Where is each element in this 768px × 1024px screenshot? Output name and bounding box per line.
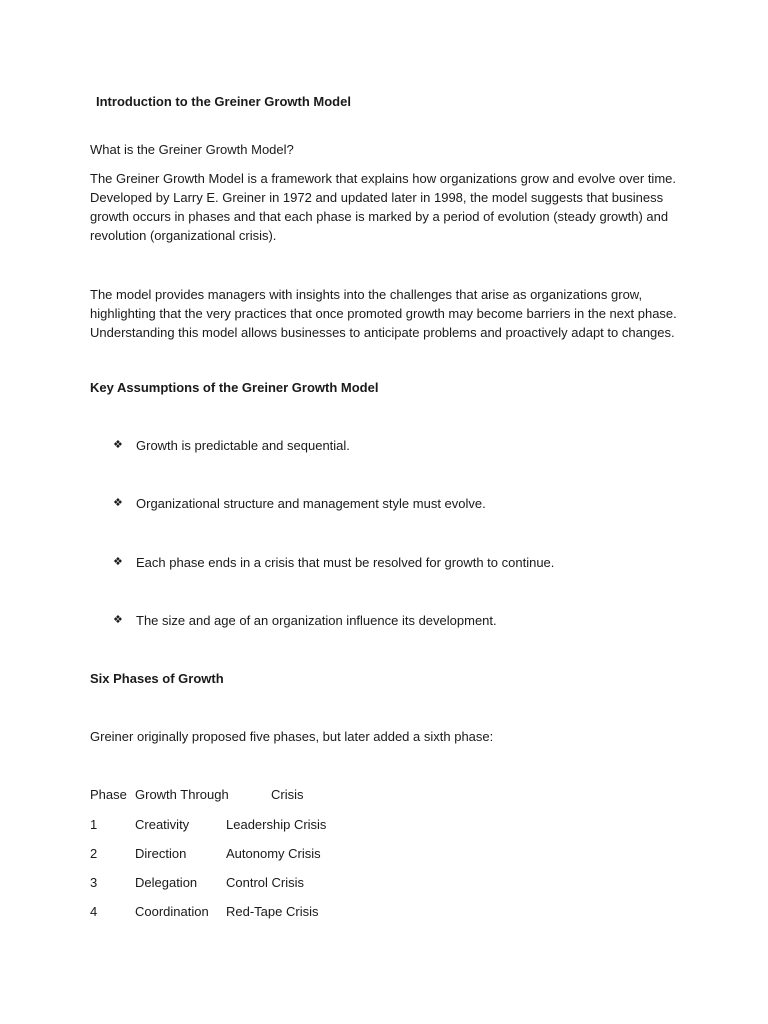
assumption-item: [113, 555, 554, 570]
section-question: What is the Greiner Growth Model?: [90, 142, 294, 157]
diamond-bullet-icon: ❖: [113, 497, 123, 509]
intro-line: revolution (organizational crisis).: [90, 228, 277, 243]
assumption-item: [113, 613, 497, 628]
intro-line: Developed by Larry E. Greiner in 1972 and updated later in 1998, the model suggests that business: [90, 190, 664, 205]
phase-number: 2: [90, 846, 98, 861]
growth-through: Coordination: [135, 904, 209, 919]
growth-through: Delegation: [135, 875, 198, 890]
growth-through: Direction: [135, 846, 187, 861]
assumptions-heading: Key Assumptions of the Greiner Growth Model: [90, 380, 379, 395]
insight-line: highlighting that the very practices that once promoted growth may become barriers in the next phase.: [90, 306, 677, 321]
table-header-phase: Phase: [90, 787, 127, 802]
phases-intro: Greiner originally proposed five phases, but later added a sixth phase:: [90, 729, 494, 744]
crisis: Autonomy Crisis: [226, 846, 321, 861]
assumption-item: [113, 438, 350, 453]
diamond-bullet-icon: ❖: [113, 556, 123, 568]
crisis: Control Crisis: [226, 875, 305, 890]
intro-line: The Greiner Growth Model is a framework that explains how organizations grow and evolve over time.: [90, 171, 676, 186]
phase-number: 4: [90, 904, 98, 919]
assumption-text: The size and age of an organization influence its development.: [136, 613, 497, 628]
diamond-bullet-icon: ❖: [113, 439, 123, 451]
crisis: Leadership Crisis: [226, 817, 327, 832]
phase-number: 3: [90, 875, 98, 890]
insight-paragraph: [90, 285, 690, 342]
table-header-crisis: Crisis: [271, 787, 304, 802]
phase-number: 1: [90, 817, 98, 832]
document-title: Introduction to the Greiner Growth Model: [96, 94, 351, 109]
assumption-text: Each phase ends in a crisis that must be resolved for growth to continue.: [136, 555, 555, 570]
crisis: Red-Tape Crisis: [226, 904, 319, 919]
growth-through: Creativity: [135, 817, 190, 832]
phases-heading: Six Phases of Growth: [90, 671, 224, 686]
assumption-item: [113, 496, 486, 511]
insight-line: The model provides managers with insights into the challenges that arise as organizations grow,: [90, 287, 643, 302]
insight-line: Understanding this model allows businesses to anticipate problems and proactively adapt to changes.: [90, 325, 675, 340]
assumption-text: Growth is predictable and sequential.: [136, 438, 350, 453]
diamond-bullet-icon: ❖: [113, 614, 123, 626]
intro-line: growth occurs in phases and that each phase is marked by a period of evolution (steady growth) and: [90, 209, 669, 224]
assumption-text: Organizational structure and management style must evolve.: [136, 496, 486, 511]
table-header-growth: Growth Through: [135, 787, 229, 802]
intro-paragraph: [90, 169, 690, 245]
